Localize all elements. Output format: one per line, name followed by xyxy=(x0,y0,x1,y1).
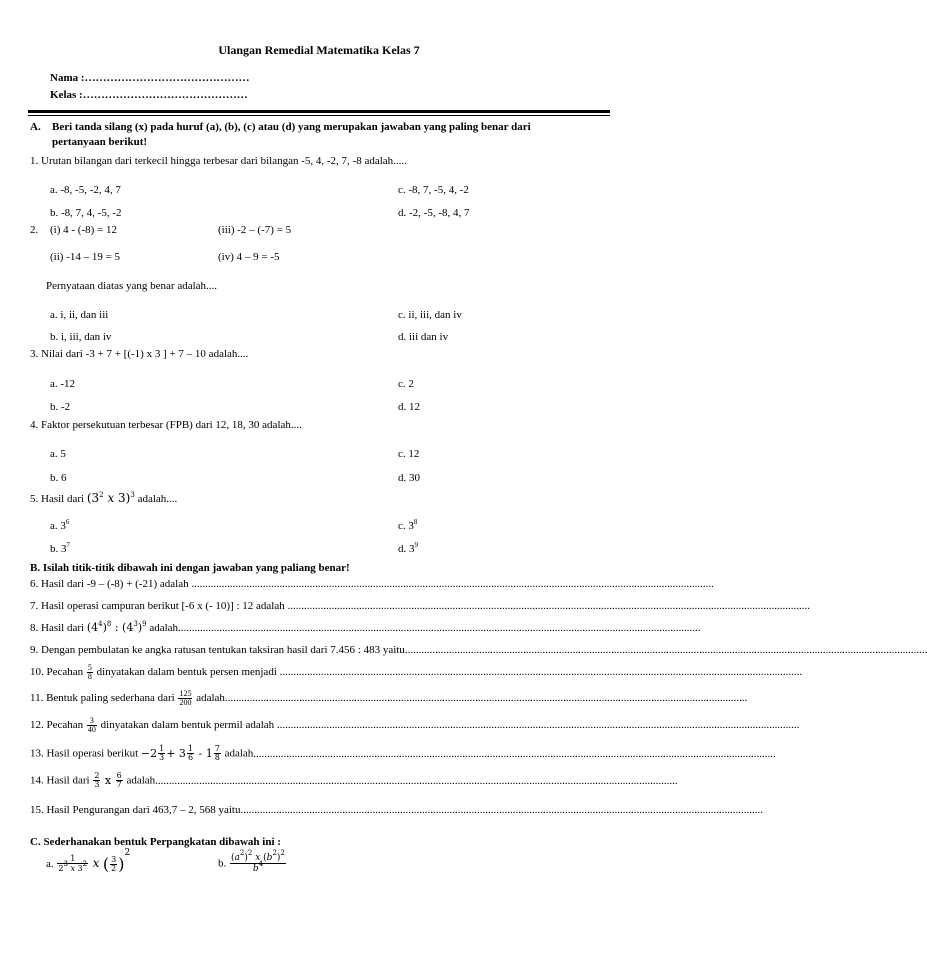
q2-statement-ii: (ii) -14 – 19 = 5 xyxy=(50,251,121,263)
section-c-heading: C. Sederhanakan bentuk Perpangkatan dibawah ini : xyxy=(30,836,281,848)
question-3: 3. Nilai dari -3 + 7 + [(-1) x 3 ] + 7 – 10 adalah.... xyxy=(30,348,249,360)
q2-option-c: c. ii, iii, dan iv xyxy=(398,309,462,321)
q4-option-b: b. 6 xyxy=(50,472,67,484)
q11-fraction: $\frac{125}{200}$ xyxy=(179,689,192,707)
section-a-instruction-line2: pertanyaan berikut! xyxy=(52,136,148,148)
header-divider-thick xyxy=(28,110,610,113)
question-2-number: 2. xyxy=(30,224,39,236)
question-12: 12. Pecahan $\frac{3}{40}$ dinyatakan dalam bentuk permil adalah .............................................................................................................................................................................................. xyxy=(30,716,800,734)
q2-prompt: Pernyataan diatas yang benar adalah.... xyxy=(46,280,218,292)
q4-option-d: d. 30 xyxy=(398,472,420,484)
q5-option-b: b. $3^7$ xyxy=(50,541,70,555)
q13-expression: −2 $\frac{1}{3}$ + 3 $\frac{1}{6}$ - 1 $\frac{7}{8}$ xyxy=(140,744,220,762)
q3-option-a: a. -12 xyxy=(50,378,76,390)
q5-option-c: c. $3^8$ xyxy=(398,518,418,532)
q2-statement-iii: (iii) -2 – (-7) = 5 xyxy=(218,224,292,236)
question-6: 6. Hasil dari -9 – (-8) + (-21) adalah .............................................................................................................................................................................................. xyxy=(30,578,714,590)
c-a-expression: $\frac{1}{2^3 x 3^2}$ x ( $\frac{3}{2}$ )$^2$ xyxy=(58,848,131,874)
q3-option-b: b. -2 xyxy=(50,401,71,413)
q3-option-c: c. 2 xyxy=(398,378,414,390)
section-a-label: A. xyxy=(30,121,41,133)
q3-option-d: d. 12 xyxy=(398,401,420,413)
q2-statement-i: (i) 4 - (-8) = 12 xyxy=(50,224,117,236)
q12-fraction: $\frac{3}{40}$ xyxy=(87,716,96,734)
q2-option-a: a. i, ii, dan iii xyxy=(50,309,109,321)
q1-option-c: c. -8, 7, -5, 4, -2 xyxy=(398,184,469,196)
section-b-heading: B. Isilah titik-titik dibawah ini dengan jawaban yang paliang benar! xyxy=(30,562,350,574)
question-4: 4. Faktor persekutuan terbesar (FPB) dari 12, 18, 30 adalah.... xyxy=(30,419,302,431)
question-8: 8. Hasil dari $(4^4)^8$ : $(4^3)^9$ adalah.............................................................................................................................................................................................. xyxy=(30,620,701,634)
page-title: Ulangan Remedial Matematika Kelas 7 xyxy=(218,43,420,57)
q1-option-b: b. -8, 7, 4, -5, -2 xyxy=(50,207,122,219)
kelas-field: Kelas :……………………………………… xyxy=(50,89,248,101)
question-15: 15. Hasil Pengurangan dari 463,7 – 2, 568 yaitu.............................................................................................................................................................................................. xyxy=(30,804,763,816)
q1-option-d: d. -2, -5, -8, 4, 7 xyxy=(398,207,470,219)
q5-expression: ($3^2$ x 3)$^3$ xyxy=(86,491,135,505)
question-5: 5. Hasil dari ($3^2$ x 3)$^3$ adalah.... xyxy=(30,491,178,505)
section-c-item-b: b. $\frac{(a^2)^2 x (b^2)^2}{b^4}$ xyxy=(218,849,285,874)
q5-option-a: a. $3^6$ xyxy=(50,518,70,532)
q4-option-c: c. 12 xyxy=(398,448,420,460)
question-11: 11. Bentuk paling sederhana dari $\frac{125}{200}$ adalah.............................................................................................................................................................................................. xyxy=(30,689,748,707)
question-1: 1. Urutan bilangan dari terkecil hingga terbesar dari bilangan -5, 4, -2, 7, -8 adalah..... xyxy=(30,155,407,167)
question-9: 9. Dengan pembulatan ke angka ratusan tentukan taksiran hasil dari 7.456 : 483 yaitu.............................................................................................................................................................................................. xyxy=(30,644,927,656)
q2-statement-iv: (iv) 4 – 9 = -5 xyxy=(218,251,280,263)
q10-fraction: $\frac{5}{8}$ xyxy=(87,663,92,681)
q14-expression: $\frac{2}{3}$ x $\frac{6}{7}$ xyxy=(94,771,122,789)
q8-expression: $(4^4)^8$ : $(4^3)^9$ xyxy=(86,620,147,634)
nama-field: Nama :……………………………………… xyxy=(50,72,250,84)
q5-option-d: d. $3^9$ xyxy=(398,541,418,555)
q1-option-a: a. -8, -5, -2, 4, 7 xyxy=(50,184,121,196)
c-b-expression: $\frac{(a^2)^2 x (b^2)^2}{b^4}$ xyxy=(231,849,285,874)
q2-option-b: b. i, iii, dan iv xyxy=(50,331,112,343)
question-7: 7. Hasil operasi campuran berikut [-6 x (- 10)] : 12 adalah .............................................................................................................................................................................................. xyxy=(30,600,810,612)
q2-option-d: d. iii dan iv xyxy=(398,331,449,343)
header-divider-thin xyxy=(28,115,610,116)
section-a-instruction-line1: Beri tanda silang (x) pada huruf (a), (b), (c) atau (d) yang merupakan jawaban yang paling benar dari xyxy=(52,121,531,133)
q4-option-a: a. 5 xyxy=(50,448,66,460)
question-14: 14. Hasil dari $\frac{2}{3}$ x $\frac{6}{7}$ adalah.............................................................................................................................................................................................. xyxy=(30,771,678,789)
question-13: 13. Hasil operasi berikut −2 $\frac{1}{3}$ + 3 $\frac{1}{6}$ - 1 $\frac{7}{8}$ adalah.............................................................................................................................................................................................. xyxy=(30,744,776,762)
question-10: 10. Pecahan $\frac{5}{8}$ dinyatakan dalam bentuk persen menjadi .............................................................................................................................................................................................. xyxy=(30,663,803,681)
section-c-item-a: a. $\frac{1}{2^3 x 3^2}$ x ( $\frac{3}{2}$ )$^2$ xyxy=(46,848,131,874)
